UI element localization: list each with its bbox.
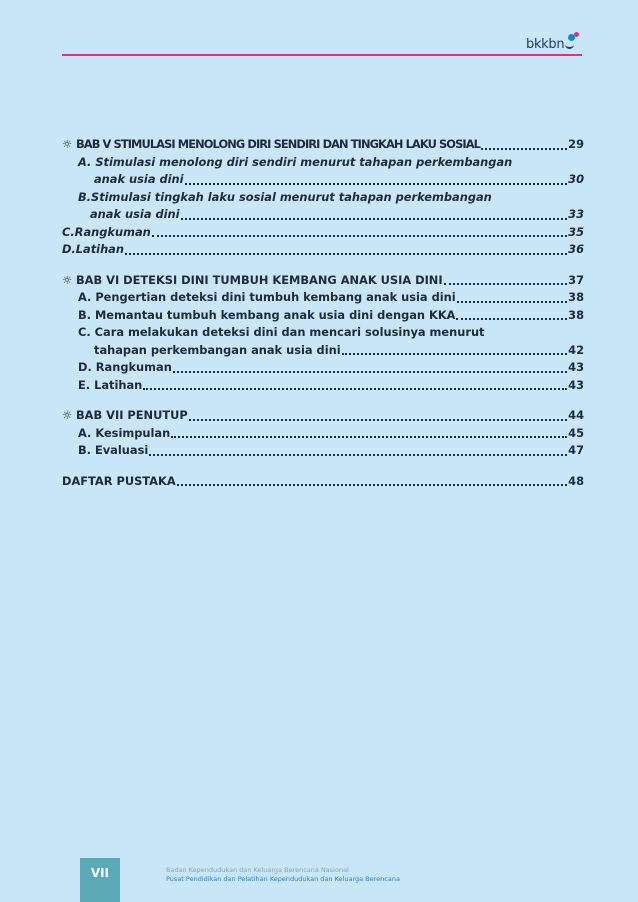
toc-page-number: 44 (568, 408, 584, 422)
toc-chapter-7[interactable] (62, 407, 584, 425)
toc-entry-title: B.Stimulasi tingkah laku sosial menurut tahapan perkembangan (78, 189, 492, 204)
toc-page-number: 36 (568, 242, 584, 256)
toc-page-number: 33 (568, 207, 584, 221)
sun-icon: ☼ (62, 272, 73, 287)
toc-page-number: 43 (568, 377, 584, 392)
footer-institution (166, 866, 400, 884)
toc-chapter-6[interactable] (62, 272, 584, 290)
dot-leader (342, 342, 568, 355)
toc-page-number: 37 (568, 272, 584, 287)
table-of-contents (62, 136, 584, 490)
toc-page-number: 47 (568, 443, 584, 457)
toc-entry-title: tahapan perkembangan anak usia dini (94, 342, 341, 357)
toc-page-number: 48 (568, 473, 584, 488)
page-number-badge (80, 858, 120, 902)
toc-entry[interactable] (62, 324, 584, 342)
toc-bibliography[interactable] (62, 473, 584, 491)
dot-leader (481, 137, 567, 150)
page-number: VII (90, 866, 110, 880)
toc-page-number: 38 (568, 290, 584, 304)
toc-page-number: 42 (568, 342, 584, 357)
footer-line-2: Pusat Pendidikan dan Pelatihan Kependudukan dan Keluarga Berencana (166, 875, 400, 883)
toc-entry[interactable] (62, 377, 584, 395)
toc-page-number: 35 (568, 224, 584, 239)
toc-entry[interactable] (62, 425, 584, 443)
toc-entry[interactable] (62, 359, 584, 377)
toc-entry-title: D.Latihan (62, 242, 124, 256)
dot-leader (171, 425, 567, 438)
toc-entry-title: B. Memantau tumbuh kembang anak usia dini dengan KKA (78, 307, 456, 322)
toc-page-number: 38 (568, 307, 584, 322)
toc-entry[interactable] (62, 442, 584, 460)
dot-leader (152, 224, 567, 237)
dot-leader (457, 290, 567, 303)
toc-entry-title: E. Latihan (78, 377, 143, 392)
toc-entry-title: anak usia dini (90, 207, 180, 221)
dot-leader (181, 207, 568, 220)
toc-entry[interactable] (62, 154, 584, 172)
toc-chapter-title: BAB VI DETEKSI DINI TUMBUH KEMBANG ANAK USIA DINI (76, 272, 443, 287)
toc-page-number: 45 (568, 425, 584, 440)
logo-mark-icon (565, 32, 581, 52)
toc-page-number: 30 (568, 172, 584, 186)
dot-leader (173, 360, 567, 373)
bkkbn-logo (526, 32, 581, 52)
dot-leader (456, 307, 567, 320)
toc-entry-title: A. Stimulasi menolong diri sendiri menurut tahapan perkembangan (78, 154, 513, 169)
toc-page-number: 29 (568, 137, 584, 151)
toc-chapter-5[interactable] (62, 136, 584, 154)
toc-entry-title: D. Rangkuman (78, 360, 172, 374)
toc-page-number: 43 (568, 360, 584, 374)
footer-line-1: Badan Kependudukan dan Keluarga Berencana Nasional (166, 866, 349, 874)
toc-entry[interactable] (62, 224, 584, 242)
dot-leader (143, 377, 567, 390)
logo-text: bkkbn (526, 37, 565, 52)
toc-entry-continuation[interactable] (62, 206, 584, 224)
toc-entry-title: B. Evaluasi (78, 443, 149, 457)
toc-entry-title: C.Rangkuman (62, 224, 151, 239)
dot-leader (125, 242, 567, 255)
header-divider (62, 54, 582, 56)
toc-entry-continuation[interactable] (62, 342, 584, 360)
sun-icon: ☼ (62, 408, 73, 422)
dot-leader (189, 408, 567, 421)
toc-entry-title: A. Pengertian deteksi dini tumbuh kembang anak usia dini (78, 290, 456, 304)
sun-icon: ☼ (62, 137, 73, 151)
dot-leader (185, 172, 568, 185)
toc-entry-continuation[interactable] (62, 171, 584, 189)
dot-leader (444, 272, 568, 285)
toc-entry[interactable] (62, 307, 584, 325)
toc-entry[interactable] (62, 289, 584, 307)
toc-entry-title: A. Kesimpulan (78, 425, 171, 440)
toc-chapter-title: BAB V STIMULASI MENOLONG DIRI SENDIRI DAN TINGKAH LAKU SOSIAL (76, 137, 480, 151)
dot-leader (149, 443, 567, 456)
toc-chapter-title: BAB VII PENUTUP (76, 408, 188, 422)
toc-chapter-title: DAFTAR PUSTAKA (62, 473, 176, 488)
toc-entry[interactable] (62, 189, 584, 207)
toc-entry-title: anak usia dini (94, 172, 184, 186)
toc-entry-title: C. Cara melakukan deteksi dini dan mencari solusinya menurut (78, 325, 485, 339)
dot-leader (177, 473, 568, 486)
toc-entry[interactable] (62, 241, 584, 259)
